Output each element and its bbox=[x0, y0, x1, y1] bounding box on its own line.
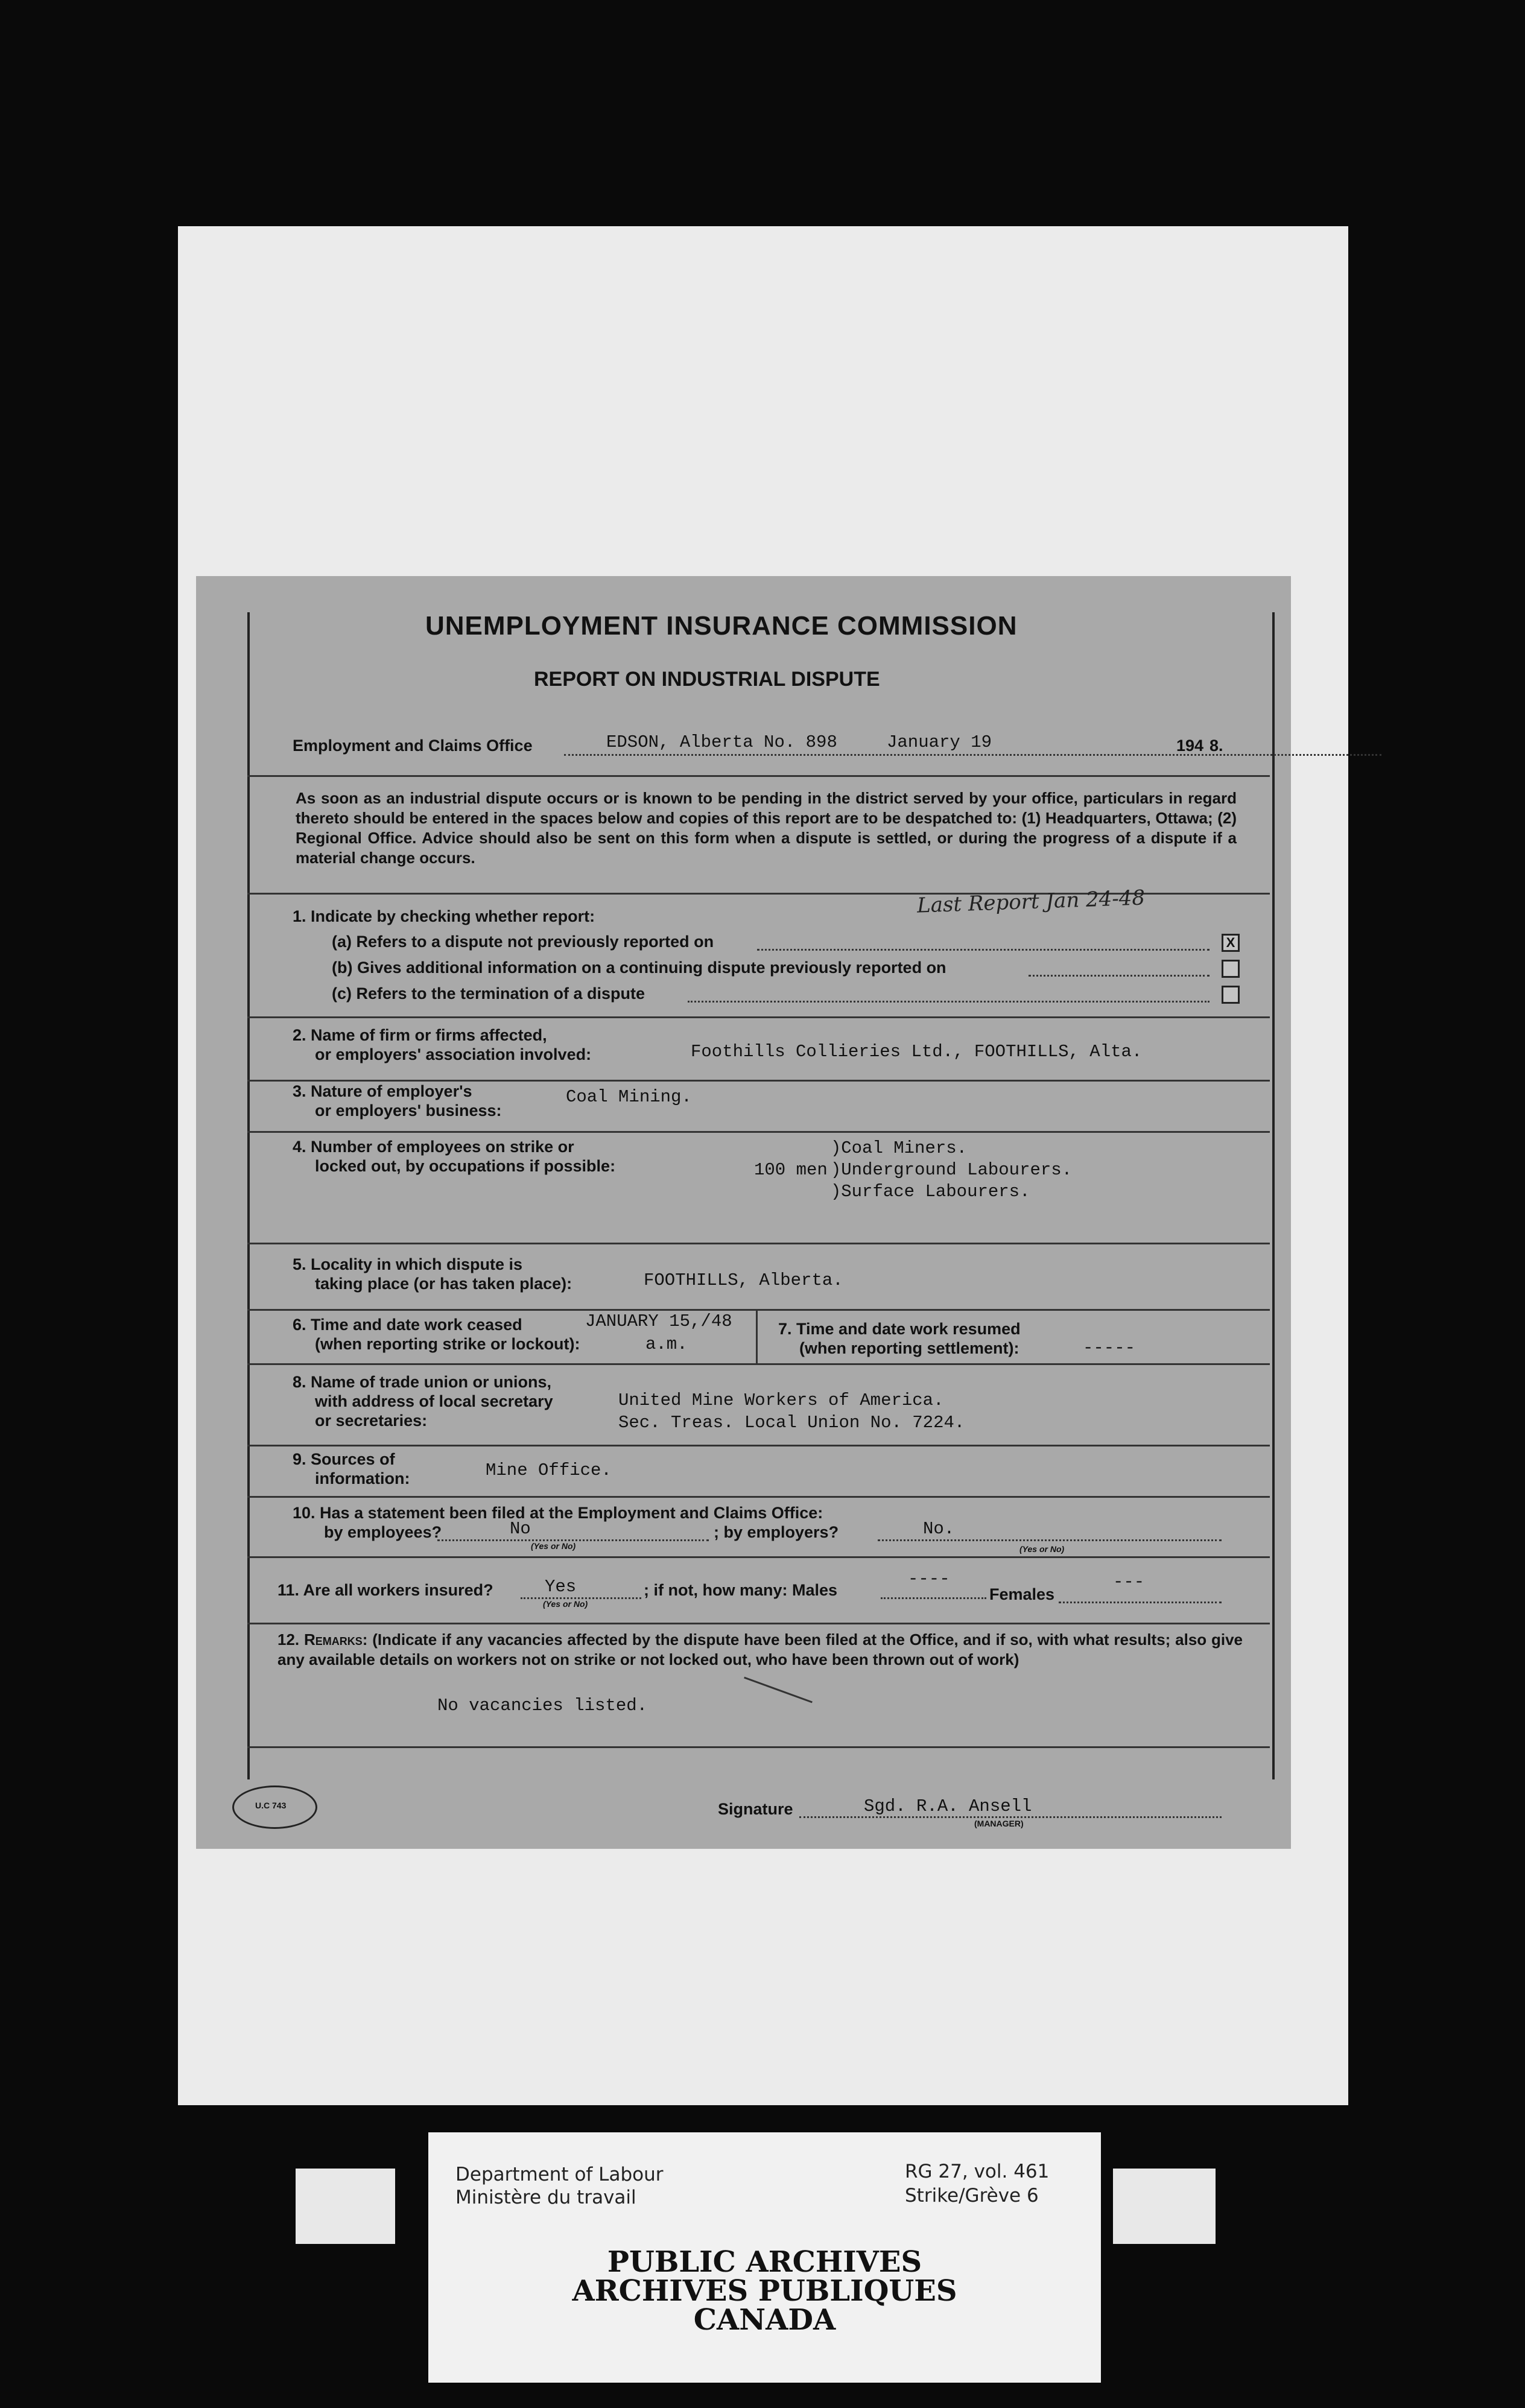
office-label: Employment and Claims Office bbox=[293, 737, 533, 755]
q11-label: 11. Are all workers insured? bbox=[277, 1581, 493, 1599]
q6-label-line1: 6. Time and date work ceased bbox=[293, 1316, 522, 1334]
q4-occupation-1: )Coal Miners. bbox=[830, 1138, 968, 1158]
q1b-label: (b) Gives additional information on a continuing dispute previously reported on bbox=[332, 958, 946, 977]
industrial-dispute-form bbox=[196, 576, 1291, 1849]
q8-label-line1: 8. Name of trade union or unions, bbox=[293, 1373, 552, 1391]
year-prefix: 194 bbox=[1176, 737, 1204, 755]
q10-employers-value: No. bbox=[923, 1519, 955, 1539]
date-value: January 19 bbox=[887, 732, 992, 752]
divider bbox=[247, 1131, 1270, 1133]
q8-label-line3: or secretaries: bbox=[315, 1412, 428, 1430]
q1a-checkbox[interactable]: X bbox=[1222, 934, 1240, 952]
q12-value: No vacancies listed. bbox=[437, 1696, 648, 1716]
archive-reference: RG 27, vol. 461 bbox=[905, 2161, 1050, 2182]
q2-label-line1: 2. Name of firm or firms affected, bbox=[293, 1026, 547, 1044]
q11-males-value: ---- bbox=[908, 1569, 950, 1589]
q11-males-dots bbox=[881, 1597, 986, 1599]
q2-value: Foothills Collieries Ltd., FOOTHILLS, Alta. bbox=[691, 1042, 1143, 1062]
label-tab-left bbox=[296, 2169, 395, 2244]
q5-label-line2: taking place (or has taken place): bbox=[315, 1275, 572, 1293]
form-subtitle: REPORT ON INDUSTRIAL DISPUTE bbox=[534, 668, 880, 691]
q10-employers-label: ; by employers? bbox=[714, 1523, 839, 1541]
dept-english: Department of Labour bbox=[455, 2164, 664, 2185]
q1b-dots bbox=[1029, 975, 1210, 977]
divider bbox=[247, 1309, 1270, 1311]
q9-value: Mine Office. bbox=[486, 1460, 612, 1480]
q9-label-line2: information: bbox=[315, 1469, 410, 1488]
q11-hint: (Yes or No) bbox=[543, 1599, 588, 1609]
archive-label bbox=[428, 2132, 1101, 2383]
q10-employers-hint: (Yes or No) bbox=[1019, 1544, 1065, 1554]
q3-label-line2: or employers' business: bbox=[315, 1101, 502, 1120]
q6-value-date: JANUARY 15,/48 bbox=[585, 1311, 732, 1331]
q3-label-line1: 3. Nature of employer's bbox=[293, 1082, 472, 1100]
dept-french: Ministère du travail bbox=[455, 2187, 636, 2208]
q1a-dots bbox=[757, 949, 1210, 951]
form-code: U.C 743 bbox=[255, 1801, 287, 1810]
q11-females-label: Females bbox=[989, 1585, 1055, 1603]
q7-label-line1: 7. Time and date work resumed bbox=[778, 1320, 1021, 1338]
q6-label-line2: (when reporting strike or lockout): bbox=[315, 1335, 580, 1353]
divider bbox=[247, 1243, 1270, 1244]
q7-label-line2: (when reporting settlement): bbox=[799, 1339, 1019, 1357]
office-dotted-line bbox=[564, 754, 1381, 756]
signature-value: Sgd. R.A. Ansell bbox=[864, 1796, 1032, 1816]
q9-label-line1: 9. Sources of bbox=[293, 1450, 395, 1468]
form-title: UNEMPLOYMENT INSURANCE COMMISSION bbox=[425, 611, 1018, 641]
q4-count: 100 men bbox=[754, 1160, 828, 1180]
q10-label: 10. Has a statement been filed at the Employment and Claims Office: bbox=[293, 1504, 823, 1522]
q4-label-line2: locked out, by occupations if possible: bbox=[315, 1157, 616, 1175]
q4-occupation-3: )Surface Labourers. bbox=[830, 1182, 1030, 1202]
q6-q7-divider bbox=[756, 1309, 758, 1363]
divider bbox=[247, 1623, 1270, 1624]
q8-value-secretary: Sec. Treas. Local Union No. 7224. bbox=[618, 1413, 965, 1433]
q10-employees-value: No bbox=[510, 1519, 531, 1539]
q8-label-line2: with address of local secretary bbox=[315, 1392, 553, 1410]
q8-value-union: United Mine Workers of America. bbox=[618, 1390, 944, 1410]
q6-value-time: a.m. bbox=[645, 1334, 688, 1354]
q5-value: FOOTHILLS, Alberta. bbox=[644, 1270, 843, 1290]
q12-label: 12. Remarks: (Indicate if any vacancies affected by the dispute have been filed at the Office, and if so, with what results; also give any available details on workers not on strike or not locked out, who have been thrown out of work) bbox=[277, 1630, 1243, 1668]
archive-file: Strike/Grève 6 bbox=[905, 2185, 1039, 2207]
q7-value: ----- bbox=[1083, 1338, 1136, 1358]
q10-employees-hint: (Yes or No) bbox=[531, 1541, 576, 1551]
divider bbox=[247, 1445, 1270, 1446]
divider bbox=[247, 1746, 1270, 1748]
divider bbox=[247, 775, 1270, 777]
signature-role: (MANAGER) bbox=[974, 1819, 1024, 1828]
divider bbox=[247, 1363, 1270, 1365]
archive-line-1: PUBLIC ARCHIVES bbox=[607, 2245, 922, 2279]
year-suffix: 8. bbox=[1210, 737, 1223, 755]
q2-label-line2: or employers' association involved: bbox=[315, 1045, 592, 1063]
divider bbox=[247, 1556, 1270, 1558]
q11-females-dots bbox=[1059, 1602, 1222, 1603]
q5-label-line1: 5. Locality in which dispute is bbox=[293, 1255, 523, 1273]
q1b-checkbox[interactable] bbox=[1222, 960, 1240, 978]
archive-line-2: ARCHIVES PUBLIQUES bbox=[572, 2274, 957, 2308]
handwritten-note: Last Report Jan 24-48 bbox=[916, 886, 1146, 918]
divider bbox=[247, 1016, 1270, 1018]
q11-females-value: --- bbox=[1113, 1572, 1145, 1592]
instructions-text: As soon as an industrial dispute occurs or is known to be pending in the district served by your office, particulars in regard thereto should be entered in the spaces below and copies of this report are to be despatched to: (1) Headquarters, Ottawa; (2) Regional Office. Advice should also be sent on this form when a dispute is settled, or during the progress of a dispute if a material change occurs. bbox=[296, 789, 1237, 867]
label-tab-right bbox=[1113, 2169, 1216, 2244]
q1-label: 1. Indicate by checking whether report: bbox=[293, 907, 595, 925]
signature-label: Signature bbox=[718, 1800, 793, 1818]
q1c-dots bbox=[688, 1001, 1210, 1003]
q4-occupation-2: )Underground Labourers. bbox=[830, 1160, 1073, 1180]
divider bbox=[247, 1496, 1270, 1498]
q1a-label: (a) Refers to a dispute not previously reported on bbox=[332, 933, 714, 951]
q1c-label: (c) Refers to the termination of a dispute bbox=[332, 984, 645, 1003]
q11-how-many-label: ; if not, how many: Males bbox=[644, 1581, 838, 1599]
q3-value: Coal Mining. bbox=[566, 1087, 692, 1107]
q10-employees-label: by employees? bbox=[324, 1523, 442, 1541]
q11-value: Yes bbox=[545, 1577, 577, 1597]
q4-label-line1: 4. Number of employees on strike or bbox=[293, 1138, 574, 1156]
archive-line-3: CANADA bbox=[693, 2303, 836, 2337]
office-value: EDSON, Alberta No. 898 bbox=[606, 732, 837, 752]
q1c-checkbox[interactable] bbox=[1222, 986, 1240, 1004]
